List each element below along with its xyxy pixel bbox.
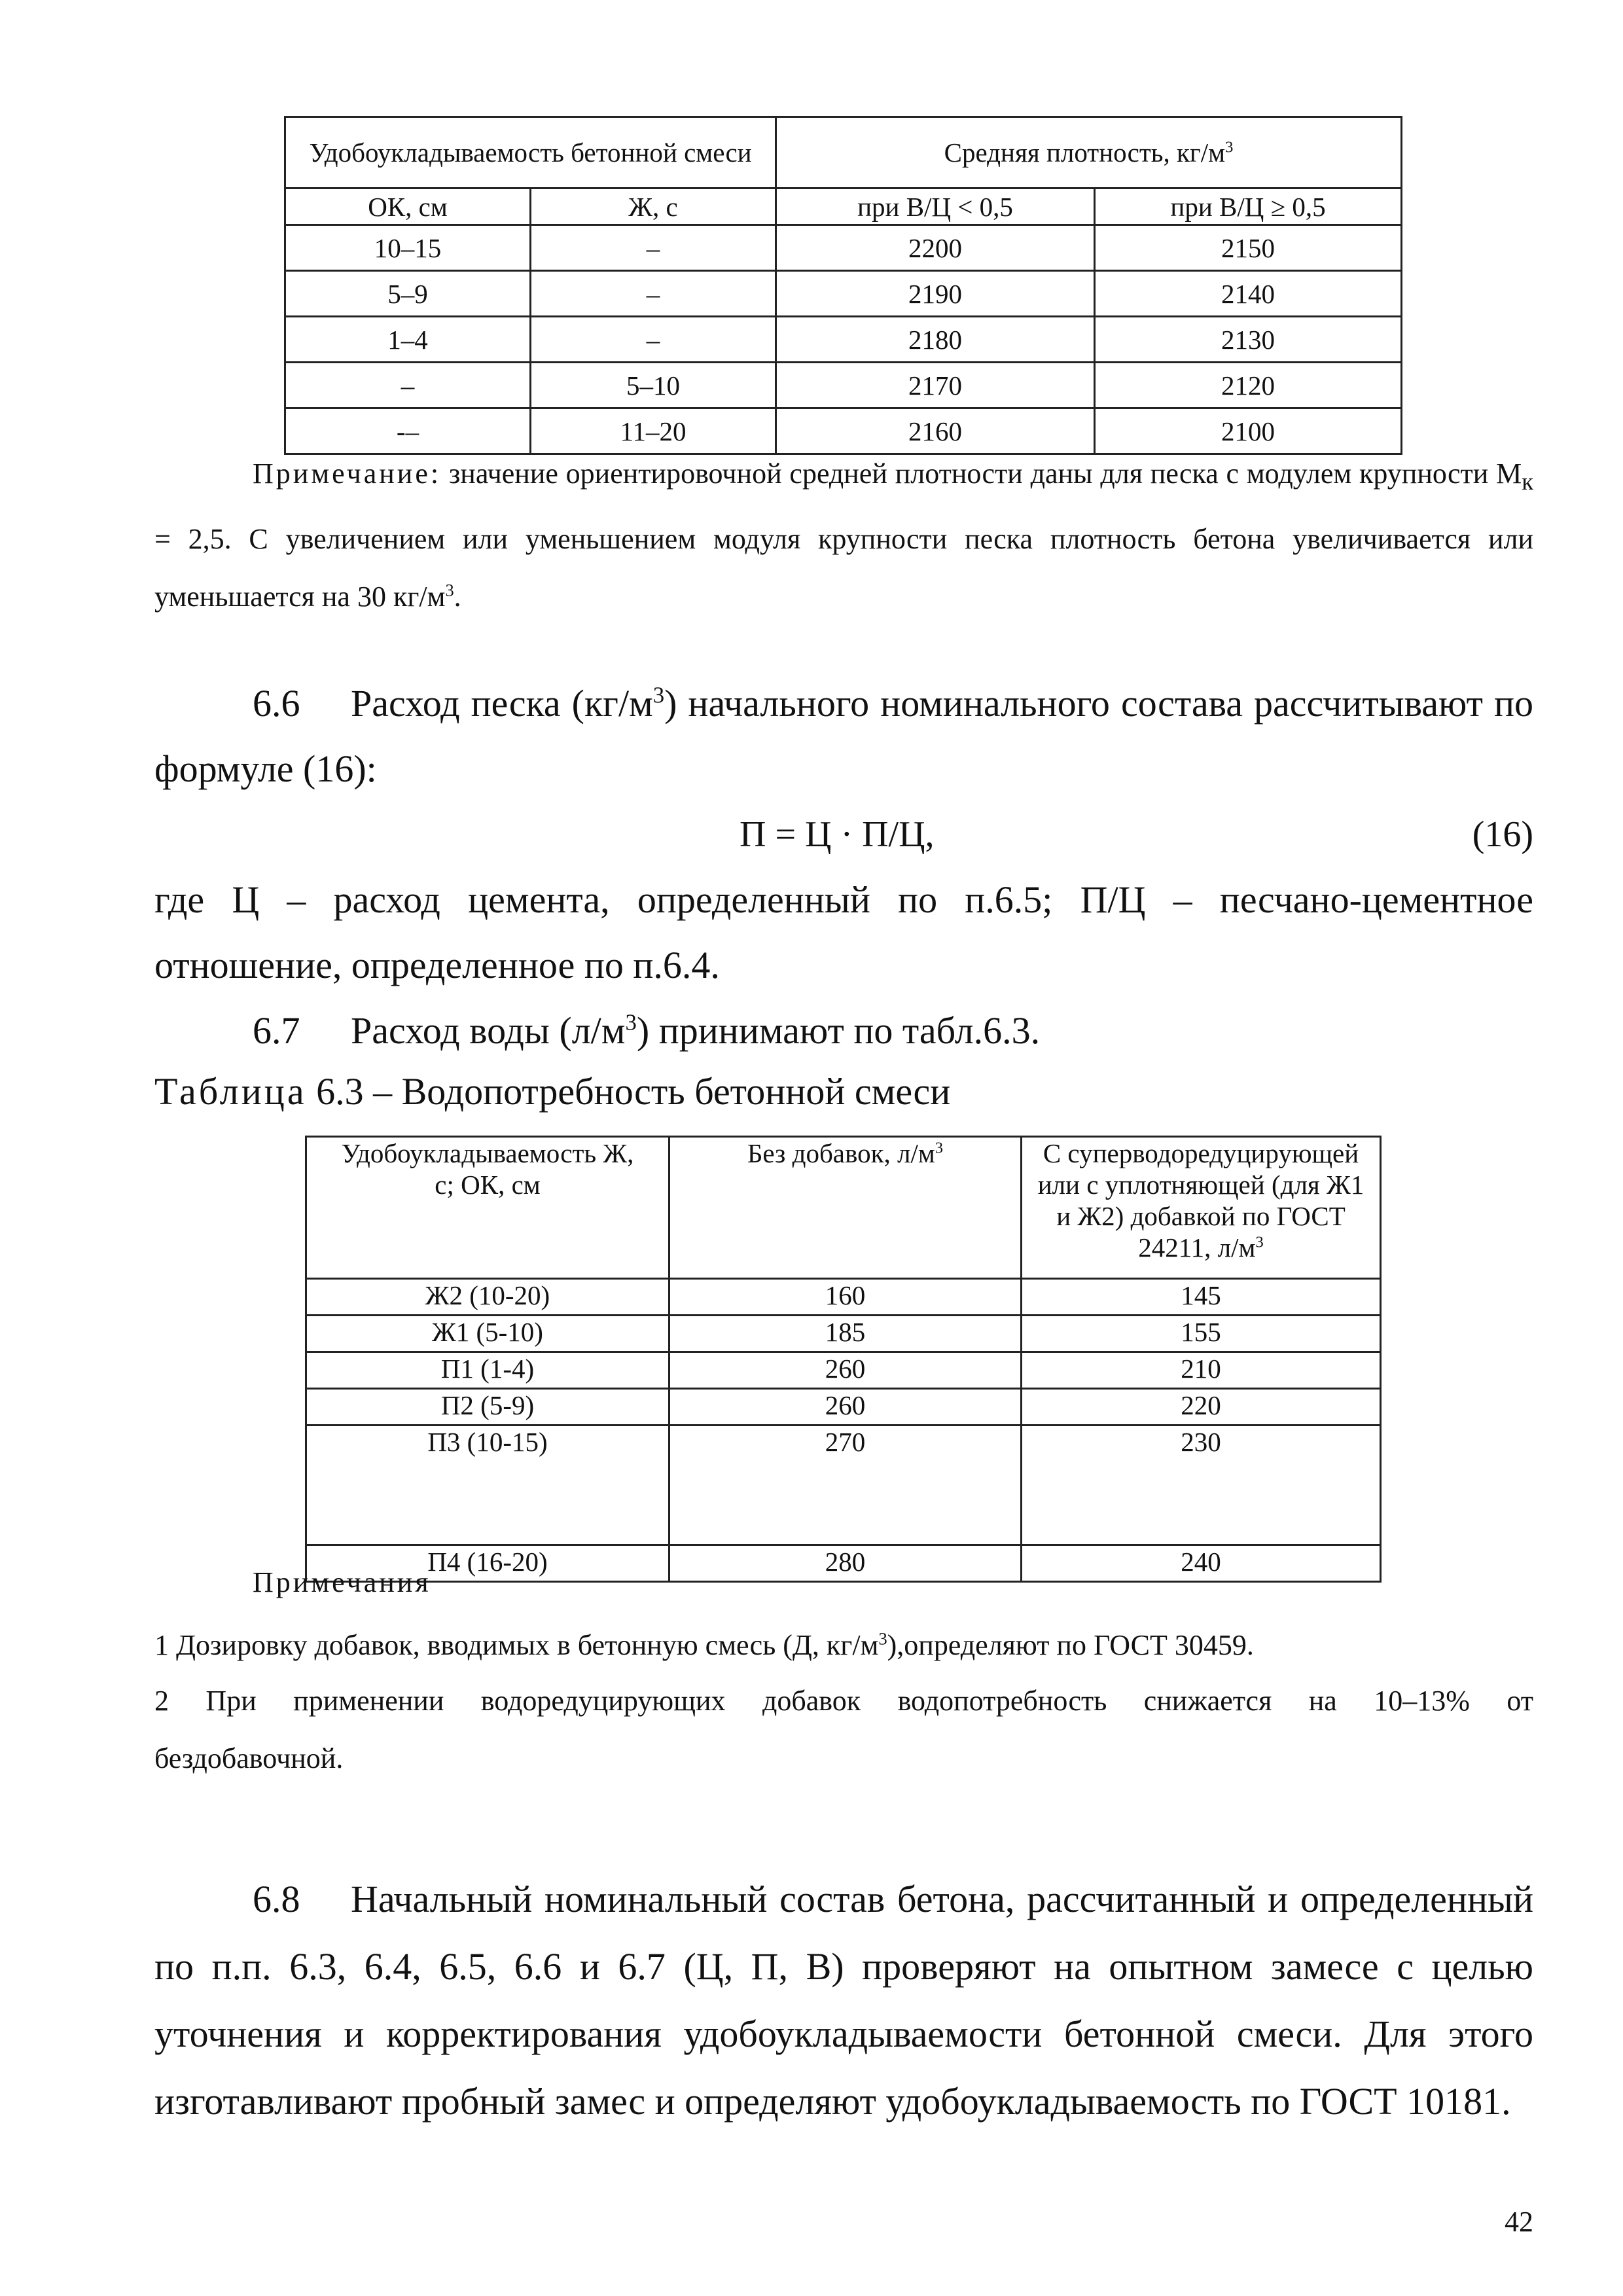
cell-density-ge: 2140 — [1095, 271, 1402, 317]
cell-workability: П1 (1-4) — [306, 1352, 669, 1389]
cell-no-additives: 260 — [669, 1352, 1022, 1389]
table-row — [285, 225, 1402, 271]
cell-workability: П4 (16-20) — [306, 1545, 669, 1582]
col-zh: Ж, с — [531, 188, 776, 225]
cell-density-lt: 2190 — [776, 271, 1095, 317]
formula: П = Ц · П/Ц, — [740, 814, 935, 855]
page-number: 42 — [1505, 2206, 1533, 2238]
cell-workability: Ж2 (10-20) — [306, 1279, 669, 1316]
table-caption: Таблица 6.3 – Водопотребность бетонной смеси — [154, 1070, 951, 1113]
cell-ok: 1–4 — [285, 317, 531, 363]
header-density: Средняя плотность, $кг/м^3$ — [776, 117, 1402, 188]
cell-zh: – — [531, 225, 776, 271]
table-row — [285, 317, 1402, 363]
note-1: 1 Дозировку добавок, вводимых в бетонную смесь (Д, $кг/м^3),определяют$ по ГОСТ 30459. — [154, 1628, 1254, 1661]
col-wc-ge: при В/Ц ≥ 0,5 — [1095, 188, 1402, 225]
cell-with-additives: 145 — [1022, 1279, 1381, 1316]
cell-no-additives: 280 — [669, 1545, 1022, 1582]
cell-density-ge: 2120 — [1095, 363, 1402, 408]
cell-no-additives: 160 — [669, 1279, 1022, 1316]
note-2: 2 При применении водоредуцирующих добавок водопотребность снижается на 10–13% от бездобавочной. — [154, 1685, 1533, 1774]
header-no-additives: Без добавок, $л/м^3$ — [669, 1137, 1022, 1279]
cell-with-additives: 155 — [1022, 1316, 1381, 1352]
paragraph-number: 6.8 — [253, 1878, 300, 1920]
cell-density-lt: 2170 — [776, 363, 1095, 408]
col-wc-lt: при В/Ц < 0,5 — [776, 188, 1095, 225]
cell-workability: Ж1 (5-10) — [306, 1316, 669, 1352]
cell-density-ge: 2150 — [1095, 225, 1402, 271]
cell-density-lt: 2160 — [776, 408, 1095, 454]
notes-label: Примечания — [253, 1566, 431, 1598]
paragraph-6-6: 6.6 Расход песка $(кг/м^3)$ начального номинального состава рассчитывают по формуле (16): — [154, 671, 1533, 802]
cell-ok: 10–15 — [285, 225, 531, 271]
table-row — [285, 271, 1402, 317]
formula-explanation: где Ц – расход цемента, определенный по п.6.5; П/Ц – песчано-цементное отношение, определенное по п.6.4. — [154, 878, 1533, 986]
cell-no-additives: 270 — [669, 1426, 1022, 1545]
header-workability: Удобоукладываемость бетонной смеси — [285, 117, 776, 188]
cell-zh: 11–20 — [531, 408, 776, 454]
paragraph-number: 6.6 — [253, 682, 300, 725]
table-row — [285, 363, 1402, 408]
formula-number: (16) — [1472, 814, 1533, 855]
cell-zh: – — [531, 271, 776, 317]
paragraph-6-8: 6.8 Начальный номинальный состав бетона, рассчитанный и определенный по п.п. 6.3, 6.4, 6.5, 6.6 и 6.7 (Ц, П, В) проверяют на опытном замесе с целью уточнения и корректирования удобоукладываемости бетонной смеси. Для этого изготавливают пробный замес и определяют удобоукладываемость по ГОСТ 10181. — [154, 1865, 1533, 2135]
cell-density-lt: 2180 — [776, 317, 1095, 363]
table-row — [306, 1389, 1381, 1426]
table-note: Примечание: значение ориентировочной средней плотности даны для песка с модулем крупности $М_к = 2,5$. С увеличением или уменьшением модуля крупности песка плотность бетона увеличивается или уменьшается на 30 $кг/м^3$. — [154, 457, 1533, 613]
cell-with-additives: 230 — [1022, 1426, 1381, 1545]
table-row — [306, 1545, 1381, 1582]
density-table — [284, 116, 1402, 455]
cell-ok: -– — [285, 408, 531, 454]
cell-workability: П2 (5-9) — [306, 1389, 669, 1426]
table-row — [306, 1279, 1381, 1316]
cell-ok: 5–9 — [285, 271, 531, 317]
cell-no-additives: 185 — [669, 1316, 1022, 1352]
table-row — [306, 1426, 1381, 1545]
header-workability: Удобоукладываемость Ж, с; ОК, см — [306, 1137, 669, 1279]
cell-density-ge: 2100 — [1095, 408, 1402, 454]
cell-with-additives: 210 — [1022, 1352, 1381, 1389]
paragraph-number: 6.7 — [253, 1009, 300, 1052]
cell-density-lt: 2200 — [776, 225, 1095, 271]
cell-with-additives: 240 — [1022, 1545, 1381, 1582]
water-demand-table — [305, 1136, 1382, 1583]
cell-density-ge: 2130 — [1095, 317, 1402, 363]
cell-no-additives: 260 — [669, 1389, 1022, 1426]
cell-zh: – — [531, 317, 776, 363]
paragraph-6-7: 6.7 Расход воды $(л/м^3)$ принимают по табл.6.3. — [154, 998, 1533, 1064]
table-row — [306, 1316, 1381, 1352]
cell-zh: 5–10 — [531, 363, 776, 408]
cell-with-additives: 220 — [1022, 1389, 1381, 1426]
cell-workability: П3 (10-15) — [306, 1426, 669, 1545]
cell-ok: – — [285, 363, 531, 408]
col-ok: ОК, см — [285, 188, 531, 225]
header-with-additives: С суперводоредуцирующей или с уплотняющей (для Ж1 и Ж2) добавкой по ГОСТ 24211, $л/м^3$ — [1022, 1137, 1381, 1279]
table-row — [306, 1352, 1381, 1389]
